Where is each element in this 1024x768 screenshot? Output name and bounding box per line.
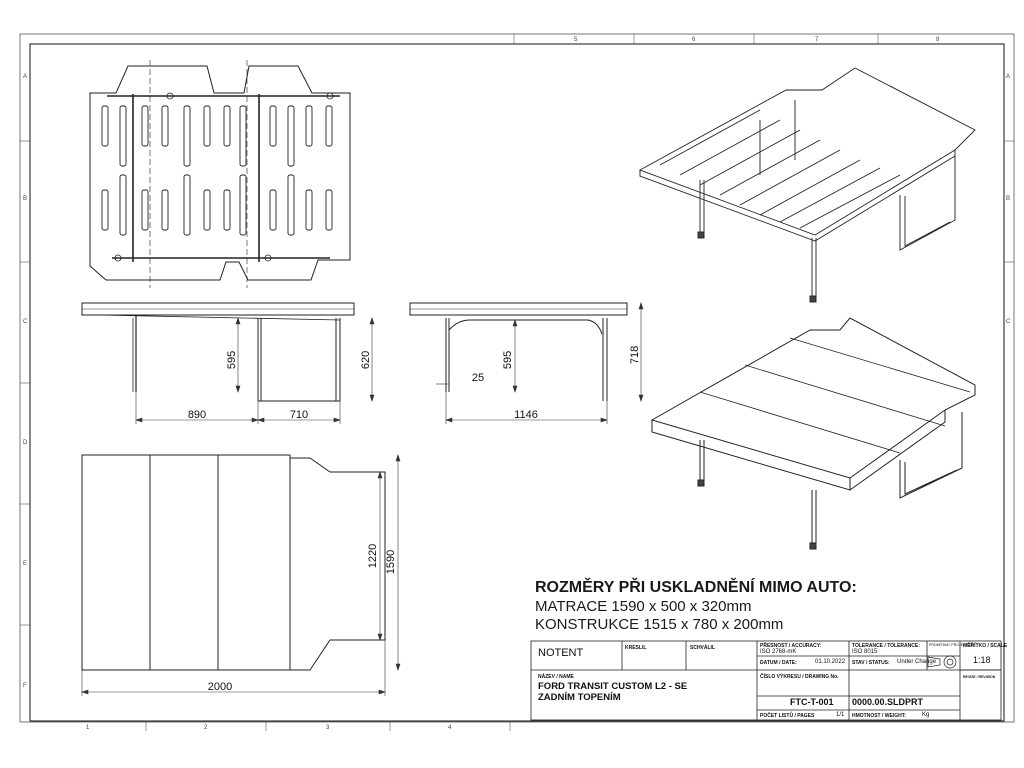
zone-top-6: 6 — [692, 37, 696, 43]
storage-dimensions-structure: KONSTRUKCE 1515 x 780 x 200mm — [535, 616, 784, 633]
pages-label: POČET LISTŮ / PAGES — [760, 713, 815, 719]
zone-right-c: C — [1006, 319, 1011, 325]
dimension-front-25: 25 — [471, 372, 485, 384]
weight-unit: Kg — [922, 712, 930, 718]
date-value: 01.10.2022 — [815, 659, 846, 665]
name-label: NÁZEV / NAME — [538, 674, 574, 680]
dimension-side-710: 710 — [289, 409, 309, 421]
zone-bottom-4: 4 — [448, 725, 452, 731]
drawn-by-label: KRESLIL — [625, 645, 647, 651]
dimension-front-595: 595 — [502, 350, 514, 370]
tolerance-value: ISO 8015 — [852, 649, 878, 655]
projection-label: PROMÍTÁNÍ / PROJECTION — [929, 643, 974, 647]
storage-dimensions-title: ROZMĚRY PŘI USKLADNĚNÍ MIMO AUTO: — [535, 579, 857, 596]
zone-right-b: B — [1006, 196, 1011, 202]
zone-left-d: D — [23, 440, 28, 446]
drawing-number-label: ČÍSLO VÝKRESU / DRAWING No. — [760, 674, 839, 680]
zone-bottom-3: 3 — [326, 725, 330, 731]
zone-right-a: A — [1006, 74, 1011, 80]
dimension-plan-1590: 1590 — [385, 549, 397, 575]
company-name: NOTENT — [538, 647, 584, 659]
dimension-side-620: 620 — [360, 350, 372, 370]
drawing-name-line1: FORD TRANSIT CUSTOM L2 - SE — [538, 681, 688, 692]
approved-by-label: SCHVÁLIL — [690, 645, 715, 651]
scale-label: MĚŘÍTKO / SCALE — [963, 643, 1008, 649]
storage-dimensions-mattress: MATRACE 1590 x 500 x 320mm — [535, 598, 752, 615]
drawing-number-value: FTC-T-001 — [790, 697, 834, 707]
zone-bottom-2: 2 — [204, 725, 208, 731]
dimension-front-1146: 1146 — [514, 409, 538, 421]
status-label: STAV / STATUS: — [852, 660, 890, 666]
dimension-front-718: 718 — [629, 345, 641, 365]
zone-top-7: 7 — [815, 37, 819, 43]
weight-label: HMOTNOST / WEIGHT: — [852, 713, 906, 719]
zone-left-a: A — [23, 74, 28, 80]
tolerance-label: TOLERANCE / TOLERANCE: — [852, 643, 920, 649]
dimension-side-890: 890 — [187, 409, 207, 421]
pages-value: 1/1 — [836, 712, 845, 718]
file-name: 0000.00.SLDPRT — [852, 697, 924, 707]
dimension-plan-1220: 1220 — [367, 543, 379, 569]
zone-top-5: 5 — [574, 37, 578, 43]
dimension-side-595: 595 — [226, 350, 238, 370]
zone-top-8: 8 — [936, 37, 940, 43]
dimension-plan-2000: 2000 — [207, 681, 233, 693]
accuracy-label: PŘESNOST / ACCURACY: — [760, 643, 822, 649]
scale-value: 1:18 — [973, 655, 991, 665]
zone-left-c: C — [23, 319, 28, 325]
date-label: DATUM / DATE: — [760, 660, 797, 666]
zone-left-e: E — [23, 561, 28, 567]
zone-left-b: B — [23, 196, 28, 202]
drawing-name-line2: ZADNÍM TOPENÍM — [538, 692, 621, 703]
status-value: Under Change — [897, 659, 937, 665]
accuracy-value: ISO 2768-mK — [760, 649, 797, 655]
zone-left-f: F — [23, 683, 27, 689]
revision-label: REVIZE / REVISION — [963, 675, 996, 679]
zone-bottom-1: 1 — [86, 725, 90, 731]
